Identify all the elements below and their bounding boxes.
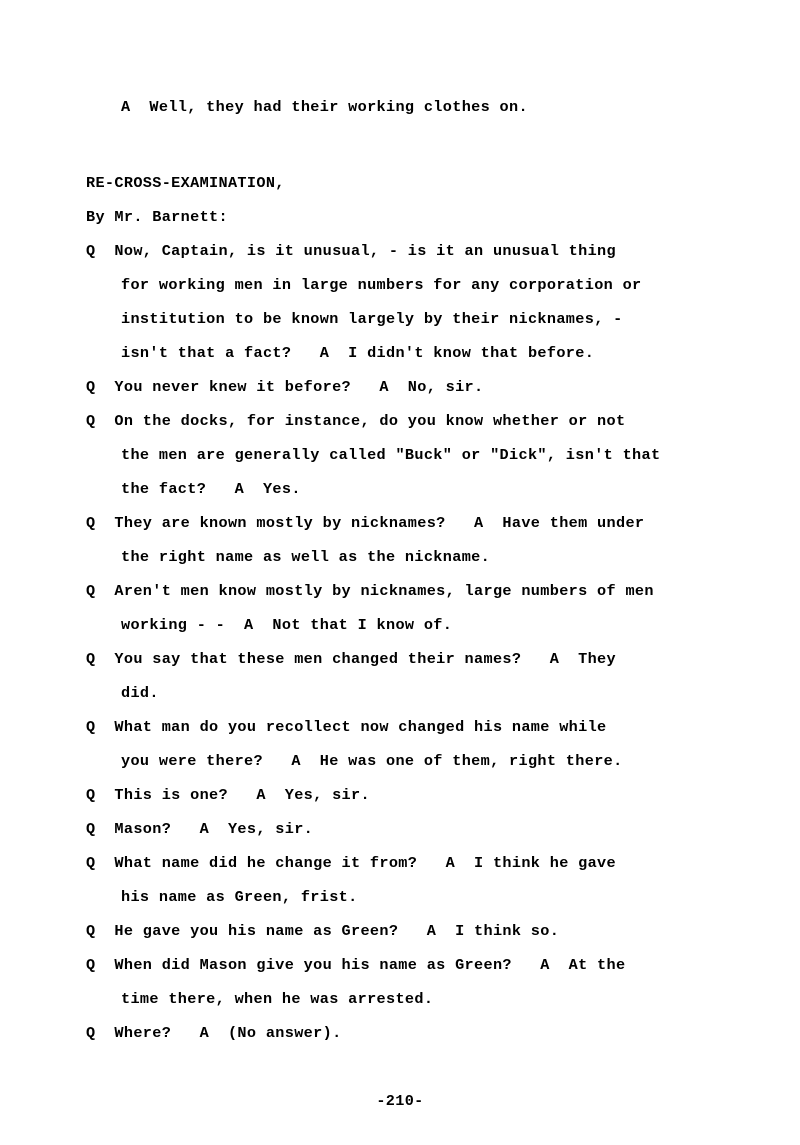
qa-body [86,234,786,1050]
qa-line-first: Q Mason? A Yes, sir. [86,820,314,838]
qa-line-first: Q This is one? A Yes, sir. [86,786,370,804]
qa-line-first: Q He gave you his name as Green? A I think so. [86,922,560,940]
qa-item [86,506,786,574]
qa-item [86,404,786,506]
section-heading-text: RE-CROSS-EXAMINATION, [86,174,285,192]
qa-item [86,710,786,778]
qa-line-first: Q Where? A (No answer). [86,1024,342,1042]
qa-item [86,1016,786,1050]
qa-line-continuation: for working men in large numbers for any corporation or [121,276,642,294]
qa-line-first: Q What name did he change it from? A I think he gave [86,854,616,872]
qa-line-continuation: isn't that a fact? A I didn't know that before. [121,344,595,362]
qa-line-continuation: the right name as well as the nickname. [121,548,491,566]
qa-line-continuation: the men are generally called "Buck" or "Dick", isn't that [121,446,661,464]
qa-item [86,914,786,948]
qa-item [86,574,786,642]
opening-answer-line: A Well, they had their working clothes on. [121,98,528,116]
qa-item [86,846,786,914]
qa-line-continuation: working - - A Not that I know of. [121,616,453,634]
qa-line-continuation: his name as Green, frist. [121,888,358,906]
qa-line-first: Q On the docks, for instance, do you know whether or not [86,412,626,430]
qa-line-continuation: institution to be known largely by their nicknames, - [121,310,623,328]
qa-item [86,778,786,812]
section-heading [86,166,285,200]
qa-line-continuation: the fact? A Yes. [121,480,301,498]
qa-item [86,812,786,846]
qa-line-first: Q Aren't men know mostly by nicknames, large numbers of men [86,582,654,600]
qa-line-first: Q You never knew it before? A No, sir. [86,378,484,396]
qa-line-first: Q When did Mason give you his name as Green? A At the [86,956,626,974]
qa-item [86,948,786,1016]
qa-line-continuation: time there, when he was arrested. [121,990,434,1008]
qa-line-first: Q What man do you recollect now changed his name while [86,718,607,736]
qa-item [86,370,786,404]
qa-line-continuation: you were there? A He was one of them, right there. [121,752,623,770]
qa-line-first: Q You say that these men changed their names? A They [86,650,616,668]
qa-item [86,234,786,370]
page-number: -210- [376,1092,424,1110]
qa-line-continuation: did. [121,684,159,702]
examiner-byline: By Mr. Barnett: [86,208,228,226]
qa-item [86,642,786,710]
qa-line-first: Q They are known mostly by nicknames? A Have them under [86,514,645,532]
qa-line-first: Q Now, Captain, is it unusual, - is it an unusual thing [86,242,616,260]
